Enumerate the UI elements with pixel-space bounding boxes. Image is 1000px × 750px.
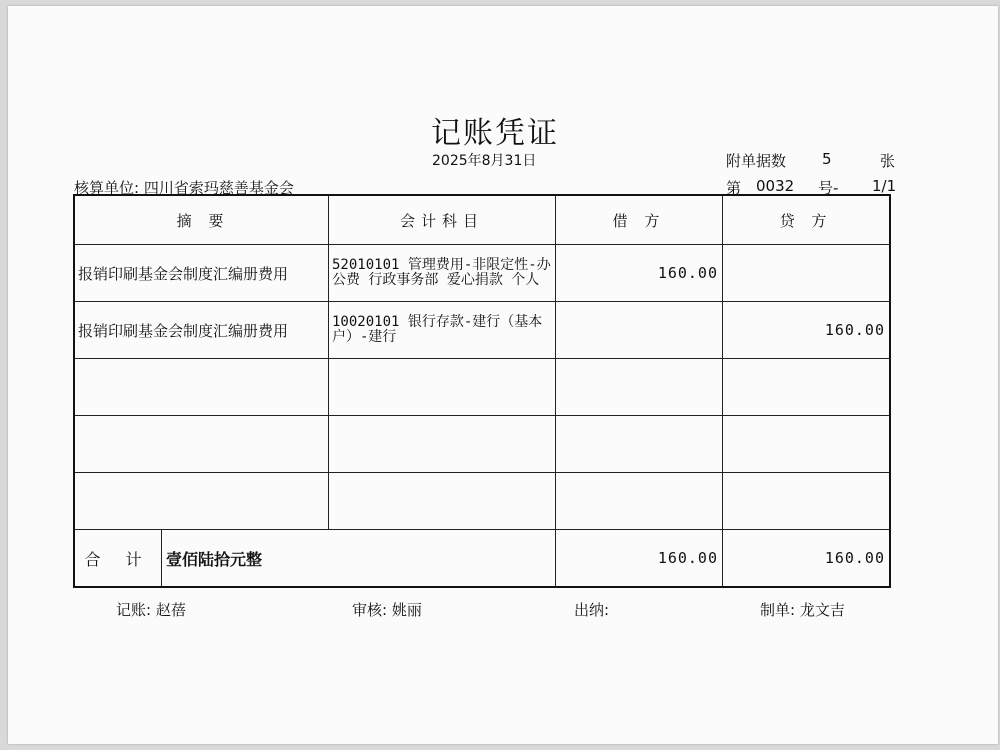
voucher-table — [73, 194, 891, 588]
unit-label: 核算单位: — [74, 179, 140, 197]
reviewer-name: 姚丽 — [391, 601, 422, 619]
total-debit: 160.00 — [556, 530, 723, 588]
voucher-page: 1/1 — [872, 177, 897, 195]
reviewer — [352, 599, 422, 620]
total-label: 合 计 — [74, 530, 162, 588]
total-amount-words: 壹佰陆拾元整 — [162, 530, 556, 588]
preparer — [760, 599, 845, 620]
bookkeeper-label: 记账: — [116, 601, 152, 619]
preparer-label: 制单: — [760, 601, 796, 619]
attachment-number: 5 — [822, 150, 832, 168]
row-credit — [723, 245, 891, 302]
voucher-date: 2025年8月31日 — [432, 153, 537, 169]
row-summary: 报销印刷基金会制度汇编册费用 — [74, 245, 329, 302]
row-summary: 报销印刷基金会制度汇编册费用 — [74, 302, 329, 359]
total-credit: 160.00 — [723, 530, 891, 588]
row-account: 52010101 管理费用-非限定性-办公费 行政事务部 爱心捐款 个人 — [329, 245, 556, 302]
preparer-name: 龙文吉 — [799, 601, 845, 619]
table-row-empty — [74, 416, 890, 473]
attachment-unit: 张 — [880, 152, 896, 170]
bookkeeper — [116, 599, 186, 620]
table-row — [74, 245, 890, 302]
row-debit: 160.00 — [556, 245, 723, 302]
row-credit: 160.00 — [723, 302, 891, 359]
cashier — [574, 599, 609, 620]
bookkeeper-name: 赵蓓 — [155, 601, 186, 619]
reviewer-label: 审核: — [352, 601, 388, 619]
attachment-label: 附单据数 — [726, 152, 787, 170]
header-debit: 借 方 — [556, 195, 723, 245]
header-account: 会计科目 — [329, 195, 556, 245]
voucher-prefix: 第 — [726, 179, 742, 197]
table-row-empty — [74, 473, 890, 530]
row-debit — [556, 302, 723, 359]
row-account: 10020101 银行存款-建行（基本户）-建行 — [329, 302, 556, 359]
voucher-no: 0032 — [756, 177, 795, 195]
header-summary: 摘 要 — [74, 195, 329, 245]
total-row — [74, 530, 890, 588]
unit-name: 四川省索玛慈善基金会 — [143, 179, 294, 197]
voucher-suffix: 号- — [818, 179, 839, 197]
header-credit: 贷 方 — [723, 195, 891, 245]
voucher-title: 记账凭证 — [431, 116, 559, 151]
table-row — [74, 302, 890, 359]
table-row-empty — [74, 359, 890, 416]
table-header-row — [74, 195, 890, 245]
cashier-label: 出纳: — [574, 601, 610, 619]
